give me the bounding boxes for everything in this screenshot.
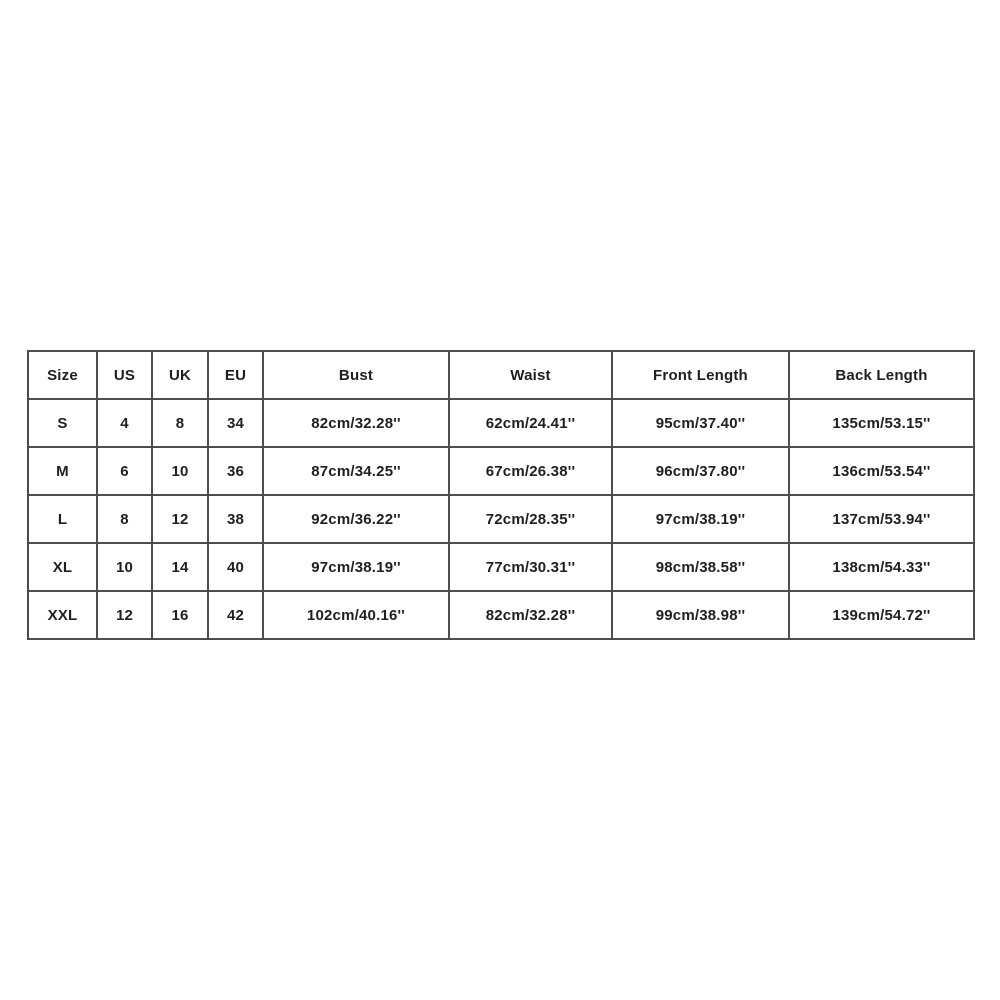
table-cell: 8 — [152, 399, 208, 447]
size-chart-table — [27, 350, 975, 640]
table-cell: 136cm/53.54'' — [789, 447, 974, 495]
table-cell: 4 — [97, 399, 152, 447]
table-cell: 82cm/32.28'' — [449, 591, 612, 639]
size-label-cell: S — [28, 399, 97, 447]
column-header: UK — [152, 351, 208, 399]
size-label-cell: XXL — [28, 591, 97, 639]
table-cell: 38 — [208, 495, 263, 543]
column-header: Front Length — [612, 351, 789, 399]
table-cell: 67cm/26.38'' — [449, 447, 612, 495]
table-cell: 98cm/38.58'' — [612, 543, 789, 591]
table-cell: 96cm/37.80'' — [612, 447, 789, 495]
column-header: US — [97, 351, 152, 399]
table-cell: 34 — [208, 399, 263, 447]
header-row — [28, 351, 974, 399]
table-cell: 95cm/37.40'' — [612, 399, 789, 447]
size-chart-body — [28, 399, 974, 639]
table-row — [28, 591, 974, 639]
table-cell: 97cm/38.19'' — [612, 495, 789, 543]
table-cell: 36 — [208, 447, 263, 495]
table-cell: 62cm/24.41'' — [449, 399, 612, 447]
table-cell: 82cm/32.28'' — [263, 399, 449, 447]
size-chart-container — [27, 350, 973, 640]
table-cell: 92cm/36.22'' — [263, 495, 449, 543]
column-header: Size — [28, 351, 97, 399]
size-label-cell: L — [28, 495, 97, 543]
table-cell: 139cm/54.72'' — [789, 591, 974, 639]
column-header: Back Length — [789, 351, 974, 399]
size-chart-header — [28, 351, 974, 399]
table-cell: 138cm/54.33'' — [789, 543, 974, 591]
table-cell: 10 — [152, 447, 208, 495]
size-label-cell: XL — [28, 543, 97, 591]
table-cell: 87cm/34.25'' — [263, 447, 449, 495]
table-cell: 6 — [97, 447, 152, 495]
table-cell: 8 — [97, 495, 152, 543]
table-cell: 137cm/53.94'' — [789, 495, 974, 543]
table-cell: 102cm/40.16'' — [263, 591, 449, 639]
column-header: EU — [208, 351, 263, 399]
table-row — [28, 495, 974, 543]
table-cell: 72cm/28.35'' — [449, 495, 612, 543]
table-cell: 135cm/53.15'' — [789, 399, 974, 447]
table-cell: 40 — [208, 543, 263, 591]
table-cell: 77cm/30.31'' — [449, 543, 612, 591]
table-cell: 12 — [97, 591, 152, 639]
table-cell: 42 — [208, 591, 263, 639]
table-row — [28, 543, 974, 591]
size-label-cell: M — [28, 447, 97, 495]
column-header: Waist — [449, 351, 612, 399]
table-cell: 10 — [97, 543, 152, 591]
table-cell: 97cm/38.19'' — [263, 543, 449, 591]
table-cell: 99cm/38.98'' — [612, 591, 789, 639]
table-cell: 12 — [152, 495, 208, 543]
table-row — [28, 399, 974, 447]
table-row — [28, 447, 974, 495]
column-header: Bust — [263, 351, 449, 399]
table-cell: 14 — [152, 543, 208, 591]
table-cell: 16 — [152, 591, 208, 639]
